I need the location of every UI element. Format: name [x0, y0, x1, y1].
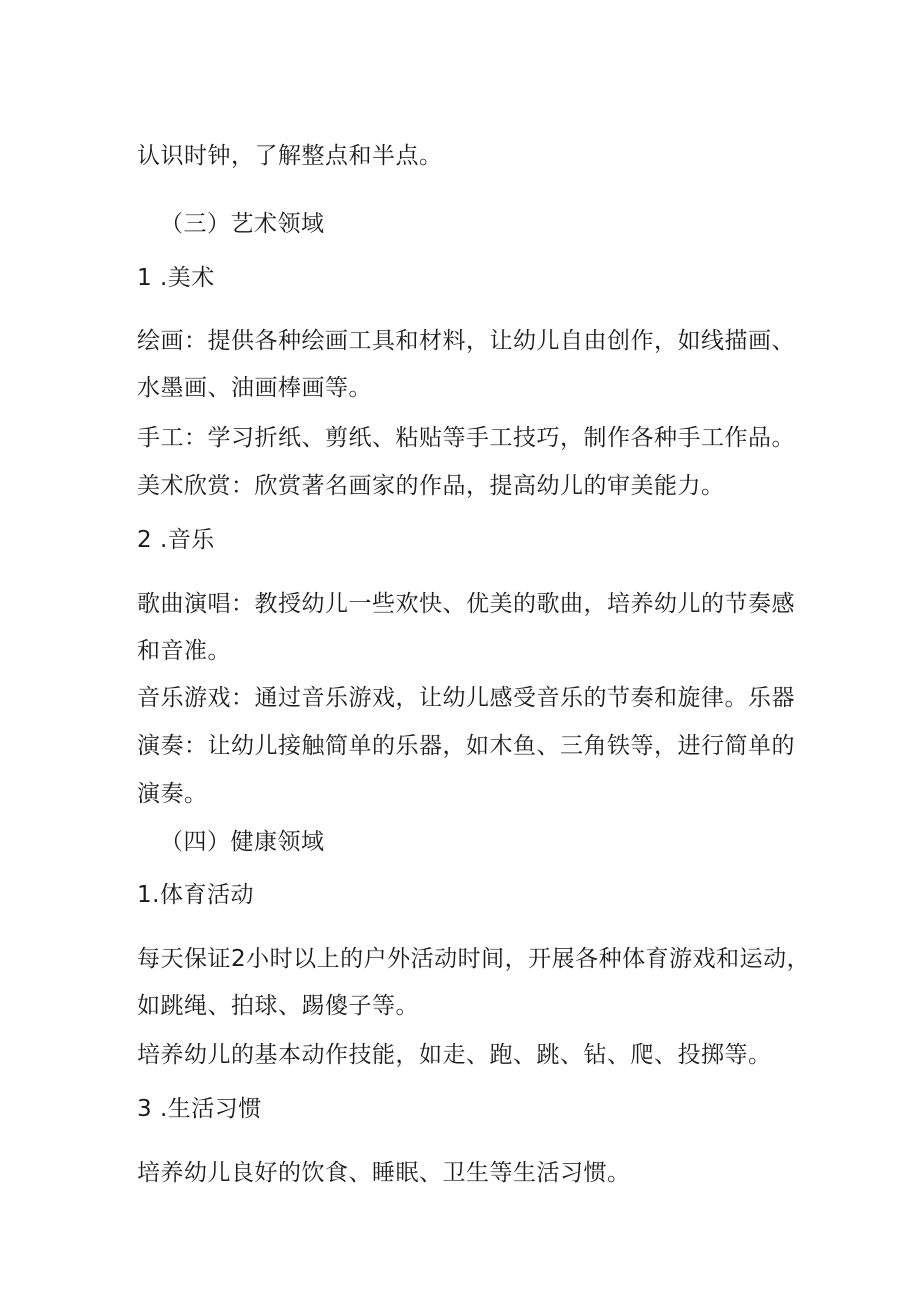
paragraph-music-games-line1: 音乐游戏：通过音乐游戏，让幼儿感受音乐的节奏和旋律。乐器 [137, 685, 795, 711]
paragraph-outdoor-line2: 如跳绳、拍球、踢傻子等。 [137, 993, 419, 1019]
subheading-music: 2 .音乐 [137, 527, 215, 553]
paragraph-music-games-line2: 演奏：让幼儿接触简单的乐器，如木鱼、三角铁等，进行简单的 [137, 733, 795, 759]
paragraph-painting-line2: 水墨画、油画棒画等。 [137, 375, 372, 401]
paragraph-motor-skills: 培养幼儿的基本动作技能，如走、跑、跳、钻、爬、投掷等。 [137, 1042, 772, 1068]
section-heading-arts: （三）艺术领域 [160, 211, 325, 237]
subheading-fine-arts: 1 .美术 [137, 265, 215, 291]
paragraph-handcraft: 手工：学习折纸、剪纸、粘贴等手工技巧，制作各种手工作品。 [137, 425, 795, 451]
subheading-living-habits: 3 .生活习惯 [137, 1096, 262, 1122]
paragraph-living-habits: 培养幼儿良好的饮食、睡眠、卫生等生活习惯。 [137, 1160, 631, 1186]
paragraph-time-recognition: 认识时钟，了解整点和半点。 [137, 143, 443, 169]
paragraph-music-games-line3: 演奏。 [137, 781, 208, 807]
paragraph-art-appreciation: 美术欣赏：欣赏著名画家的作品，提高幼儿的审美能力。 [137, 473, 725, 499]
paragraph-singing-line1: 歌曲演唱：教授幼儿一些欢快、优美的歌曲，培养幼儿的节奏感 [137, 591, 795, 617]
paragraph-outdoor-line1: 每天保证2小时以上的户外活动时间，开展各种体育游戏和运动， [137, 946, 811, 972]
subheading-physical-activity: 1.体育活动 [137, 882, 254, 908]
section-heading-health: （四）健康领域 [160, 829, 325, 855]
paragraph-painting-line1: 绘画：提供各种绘画工具和材料，让幼儿自由创作，如线描画、 [137, 328, 795, 354]
paragraph-singing-line2: 和音准。 [137, 638, 231, 664]
